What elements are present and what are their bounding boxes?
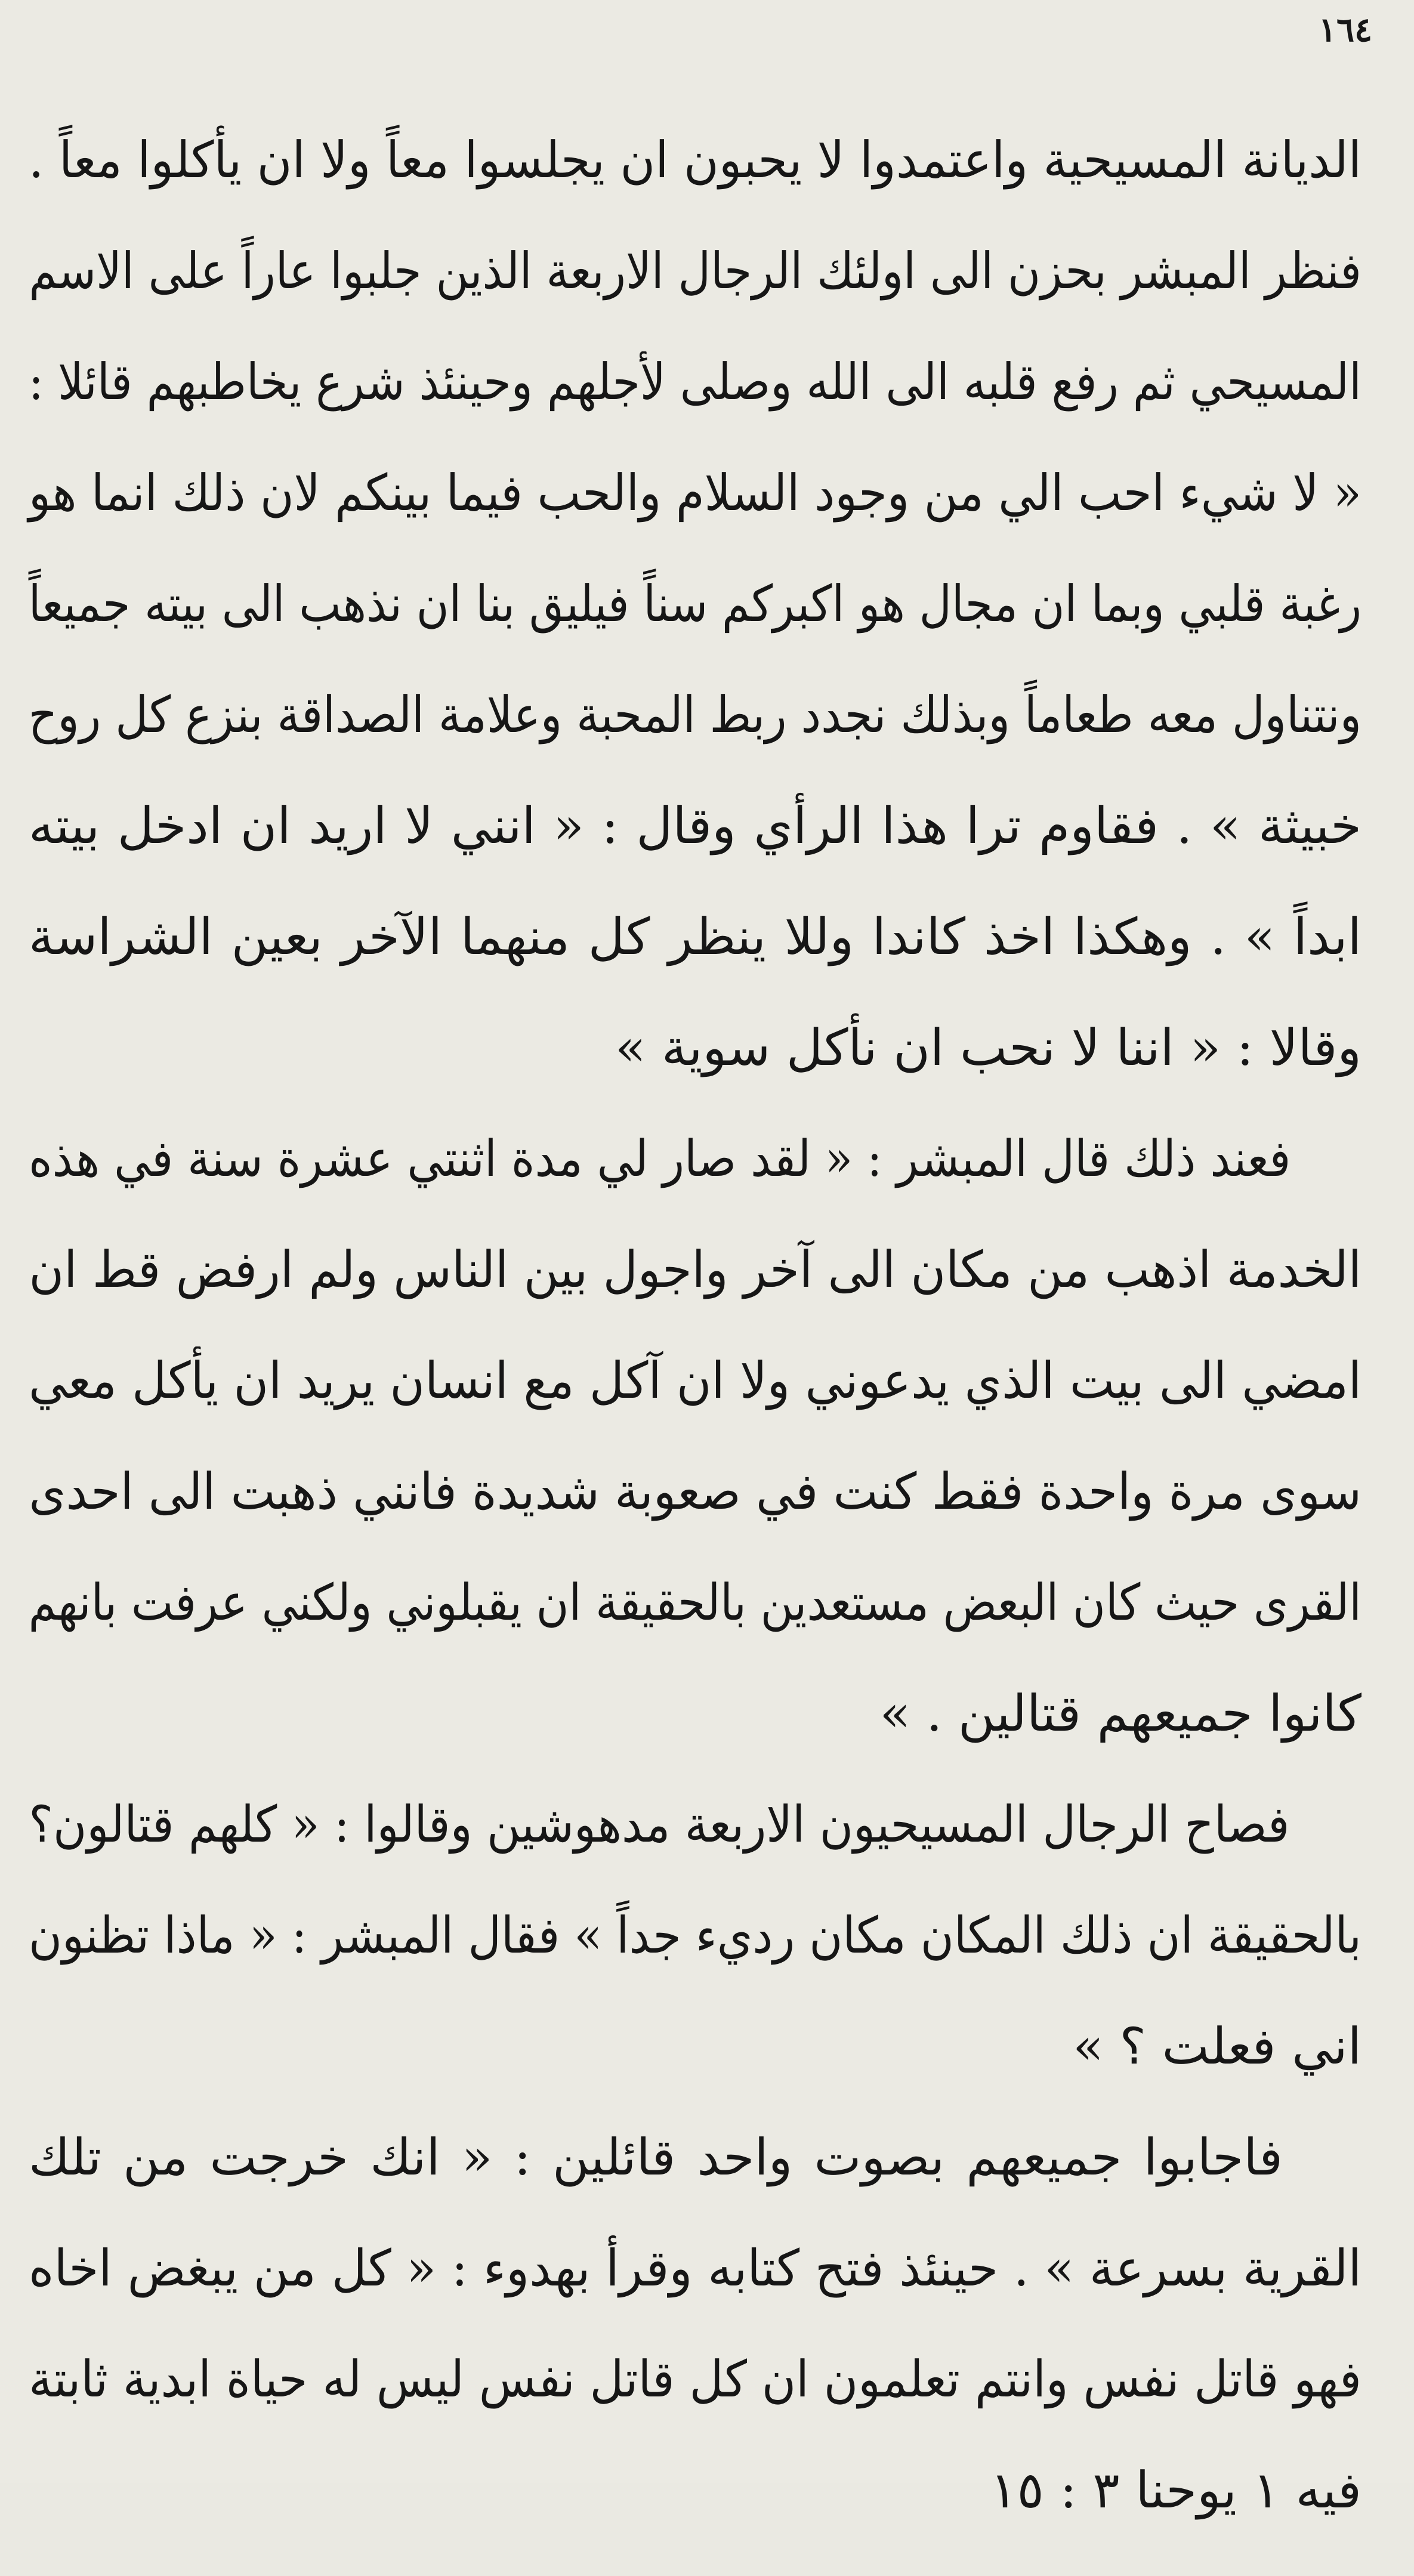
text-line: سوى مرة واحدة فقط كنت في صعوبة شديدة فانني ذهبت الى احدى	[29, 1462, 1361, 1521]
text-line: فيه ١ يوحنا ٣ : ١٥	[990, 2461, 1361, 2519]
text-line: وقالا : « اننا لا نحب ان نأكل سوية »	[615, 1018, 1361, 1077]
text-line: فاجابوا جميعهم بصوت واحد قائلين : « انك خرجت من تلك	[29, 2128, 1283, 2186]
text-line: ابداً » . وهكذا اخذ كاندا وللا ينظر كل منهما الآخر بعين الشراسة	[29, 907, 1361, 966]
text-line: المسيحي ثم رفع قلبه الى الله وصلى لأجلهم وحينئذ شرع يخاطبهم قائلا :	[28, 353, 1361, 411]
text-line: خبيثة » . فقاوم ترا هذا الرأي وقال : « انني لا اريد ان ادخل بيته	[29, 796, 1361, 855]
text-line: فصاح الرجال المسيحيون الاربعة مدهوشين وقالوا : « كلهم قتالون؟	[29, 1795, 1290, 1854]
text-line: ونتناول معه طعاماً وبذلك نجدد ربط المحبة وعلامة الصداقة بنزع كل روح	[28, 685, 1362, 744]
text-line: بالحقيقة ان ذلك المكان مكان رديء جداً » فقال المبشر : « ماذا تظنون	[28, 1906, 1361, 1965]
text-line: اني فعلت ؟ »	[1073, 2017, 1361, 2075]
page-number: ١٦٤	[1318, 10, 1373, 50]
text-line: الخدمة اذهب من مكان الى آخر واجول بين الناس ولم ارفض قط ان	[29, 1240, 1361, 1299]
text-line: فنظر المبشر بحزن الى اولئك الرجال الاربعة الذين جلبوا عاراً على الاسم	[29, 242, 1361, 300]
text-line: الديانة المسيحية واعتمدوا لا يحبون ان يجلسوا معاً ولا ان يأكلوا معاً .	[28, 131, 1362, 189]
text-line: فعند ذلك قال المبشر : « لقد صار لي مدة اثنتي عشرة سنة في هذه	[29, 1129, 1291, 1188]
text-line: رغبة قلبي وبما ان مجال هو اكبركم سناً فيليق بنا ان نذهب الى بيته جميعاً	[28, 574, 1362, 633]
text-line: كانوا جميعهم قتالين . »	[879, 1684, 1361, 1743]
text-line: امضي الى بيت الذي يدعوني ولا ان آكل مع انسان يريد ان يأكل معي	[28, 1351, 1361, 1410]
text-line: القرى حيث كان البعض مستعدين بالحقيقة ان يقبلوني ولكني عرفت بانهم	[28, 1573, 1361, 1632]
text-line: « لا شيء احب الي من وجود السلام والحب فيما بينكم لان ذلك انما هو	[28, 464, 1362, 522]
text-line: فهو قاتل نفس وانتم تعلمون ان كل قاتل نفس ليس له حياة ابدية ثابتة	[29, 2350, 1361, 2408]
text-line: القرية بسرعة » . حينئذ فتح كتابه وقرأ بهدوء : « كل من يبغض اخاه	[29, 2239, 1362, 2297]
